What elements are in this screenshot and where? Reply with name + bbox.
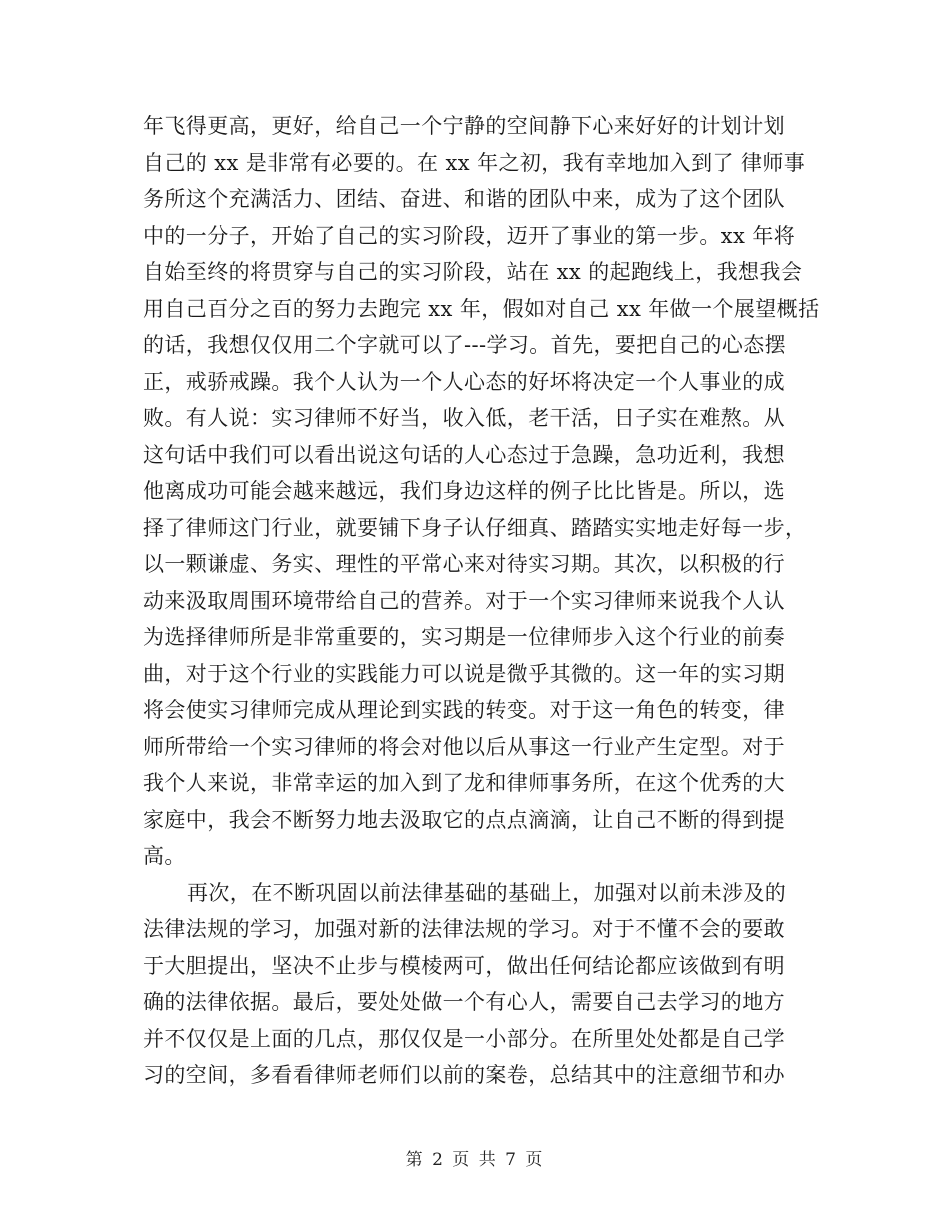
text-line: 务所这个充满活力、团结、奋进、和谐的团队中来，成为了这个团队	[143, 187, 785, 211]
text-line: 师所带给一个实习律师的将会对他以后从事这一行业产生定型。对于	[143, 734, 785, 759]
text-line: 自己的 xx 是非常有必要的。在 xx 年之初，我有幸地加入到了 律师事	[143, 150, 806, 175]
text-line: 正，戒骄戒躁。我个人认为一个人心态的好坏将决定一个人事业的成	[143, 369, 785, 394]
paragraph-1	[143, 108, 823, 875]
text-line: 自始至终的将贯穿与自己的实习阶段，站在 xx 的起跑线上，我想我会	[143, 260, 803, 284]
text-line: 法律法规的学习，加强对新的法律法规的学习。对于不懂不会的要敢	[143, 917, 785, 941]
text-line: 年飞得更高，更好，给自己一个宁静的空间静下心来好好的计划计划	[143, 114, 785, 138]
text-line: 以一颗谦虚、务实、理性的平常心来对待实习期。其次，以积极的行	[143, 552, 785, 576]
text-line: 这句话中我们可以看出说这句话的人心态过于急躁，急功近利，我想	[143, 442, 785, 467]
text-line: 我个人来说，非常幸运的加入到了龙和律师事务所，在这个优秀的大	[143, 771, 785, 795]
text-line: 家庭中，我会不断努力地去汲取它的点点滴滴，让自己不断的得到提	[143, 807, 785, 832]
body-text	[143, 108, 823, 1094]
text-line: 曲，对于这个行业的实践能力可以说是微乎其微的。这一年的实习期	[143, 661, 785, 686]
text-line: 确的法律依据。最后，要处处做一个有心人，需要自己去学习的地方	[143, 990, 785, 1014]
paragraph-2	[143, 875, 823, 1094]
text-line: 高。	[143, 844, 186, 868]
text-line: 再次，在不断巩固以前法律基础的基础上，加强对以前未涉及的	[187, 880, 787, 905]
text-line: 将会使实习律师完成从理论到实践的转变。对于这一角色的转变，律	[143, 698, 785, 722]
text-line: 中的一分子，开始了自己的实习阶段，迈开了事业的第一步。xx 年将	[143, 223, 796, 248]
text-line: 的话，我想仅仅用二个字就可以了---学习。首先，要把自己的心态摆	[143, 333, 787, 357]
text-line: 败。有人说：实习律师不好当，收入低，老干活，日子实在难熬。从	[143, 406, 785, 430]
text-line: 为选择律师所是非常重要的，实习期是一位律师步入这个行业的前奏	[143, 625, 785, 649]
text-line: 习的空间，多看看律师老师们以前的案卷，总结其中的注意细节和办	[143, 1063, 785, 1087]
text-line: 动来汲取周围环境带给自己的营养。对于一个实习律师来说我个人认	[143, 588, 785, 613]
text-line: 并不仅仅是上面的几点，那仅仅是一小部分。在所里处处都是自己学	[143, 1026, 785, 1051]
text-line: 用自己百分之百的努力去跑完 xx 年，假如对自己 xx 年做一个展望概括	[143, 296, 820, 321]
text-line: 他离成功可能会越来越远，我们身边这样的例子比比皆是。所以，选	[143, 479, 785, 503]
text-line: 于大胆提出，坚决不止步与模棱两可，做出任何结论都应该做到有明	[143, 953, 785, 978]
page-number-footer: 第 2 页 共 7 页	[405, 1150, 545, 1170]
text-line: 择了律师这门行业，就要铺下身子认仔细真、踏踏实实地走好每一步，	[143, 515, 807, 540]
